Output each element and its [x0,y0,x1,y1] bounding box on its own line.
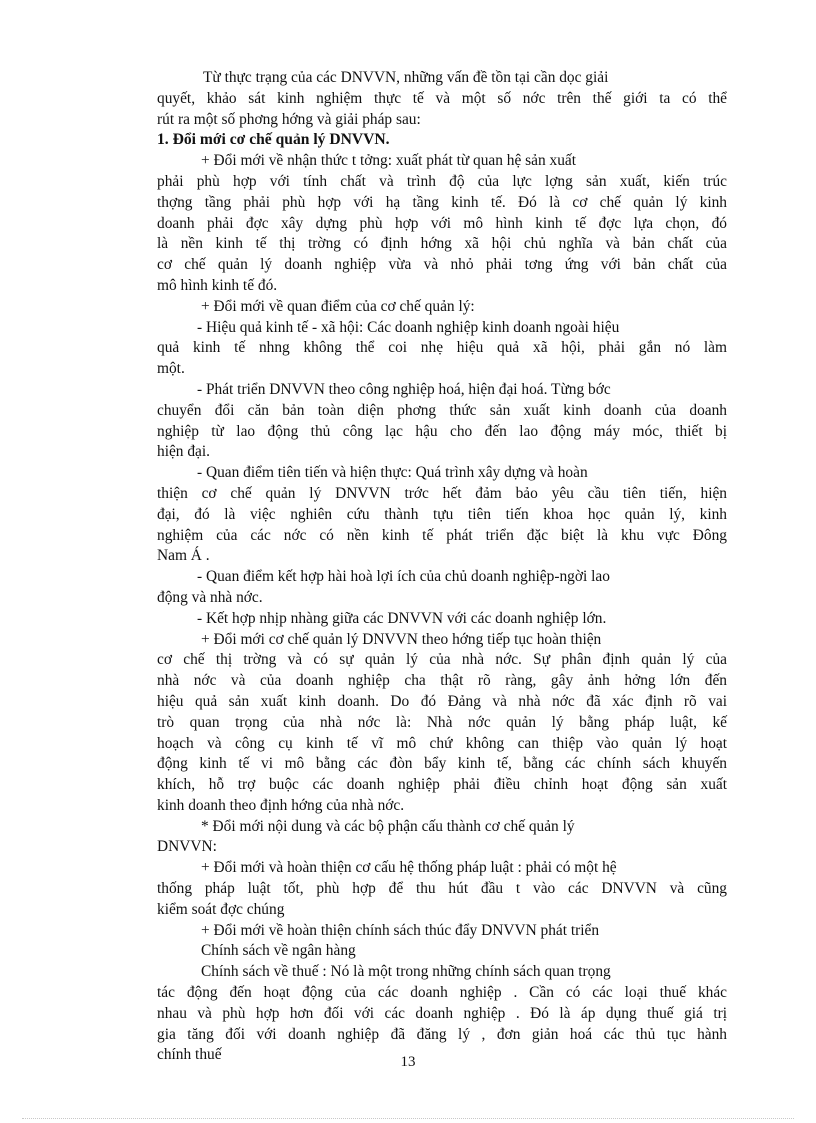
page-number: 13 [400,1054,416,1070]
text-line: thống pháp luật tốt, phù hợp để thu hút đầu t vào các DNVVN và cũng [157,880,727,898]
body-text [157,68,727,1066]
text-line: rút ra một số phơng hớng và giải pháp sau: [157,110,421,128]
text-line: tác động đến hoạt động của các doanh nghiệp . Cần có các loại thuế khác [157,984,727,1002]
text-line: đại, đó là việc nghiên cứu thành tựu tiên tiến khoa học quản lý, kinh [157,505,727,523]
text-line: động kinh tế vi mô bằng các đòn bẩy kinh tế, bằng các chính sách khuyến [157,755,727,773]
bottom-divider [22,1118,794,1119]
text-line: - Quan điểm tiên tiến và hiện thực: Quá trình xây dựng và hoàn [197,464,588,482]
text-line: nhau và phù hợp hơn đối với các doanh nghiệp . Đó là áp dụng thuế giá trị [157,1004,727,1022]
text-line: + Đổi mới và hoàn thiện cơ cấu hệ thống pháp luật : phải có một hệ [201,859,617,877]
text-line: + Đổi mới về nhận thức t tởng: xuất phát từ quan hệ sản xuất [201,152,577,170]
text-line: - Kết hợp nhịp nhàng giữa các DNVVN với các doanh nghiệp lớn. [197,609,607,627]
text-line: kiểm soát đợc chúng [157,900,285,918]
text-line: + Đổi mới về quan điểm của cơ chế quản lý: [201,297,475,315]
text-line: quyết, khảo sát kinh nghiệm thực tế và một số nớc trên thế giới ta có thể [157,89,727,107]
text-line: Nam Á . [157,547,210,565]
text-line: khích, hỗ trợ buộc các doanh nghiệp phải điều chỉnh hoạt động sản xuất [157,776,727,794]
text-line: chuyển đổi căn bản toàn diện phơng thức sản xuất kinh doanh của doanh [157,401,727,419]
text-line: Từ thực trạng của các DNVVN, những vấn đề tồn tại cần dọc giải [203,69,609,86]
text-line: là nền kinh tế thị trờng có định hớng xã hội chủ nghĩa và bản chất của [157,235,727,253]
text-line: + Đổi mới về hoàn thiện chính sách thúc đẩy DNVVN phát triển [201,921,600,939]
text-line: kinh doanh theo định hớng của nhà nớc. [157,796,405,814]
text-line: nghiệp từ lao động thủ công lạc hậu cho đến lao động máy móc, thiết bị [157,422,727,440]
text-line: quả kinh tế nhng không thể coi nhẹ hiệu quả xã hội, phải gắn nó làm [157,339,727,357]
text-line: Chính sách về thuế : Nó là một trong những chính sách quan trọng [201,963,611,981]
text-line: hoạch và công cụ kinh tế vĩ mô chứ không can thiệp vào quản lý hoạt [157,734,727,752]
text-line: gia tăng đối với doanh nghiệp đã đăng lý , đơn giản hoá các thủ tục hành [157,1025,727,1043]
section-heading: 1. Đổi mới cơ chế quản lý DNVVN. [157,131,390,149]
text-line: mô hình kinh tế đó. [157,276,278,294]
text-line: một. [157,360,185,378]
text-line: - Hiệu quả kinh tế - xã hội: Các doanh nghiệp kinh doanh ngoài hiệu [197,318,620,336]
text-line: DNVVN: [157,838,217,856]
text-line: nhà nớc và của doanh nghiệp cha thật rõ ràng, gây ảnh hởng lớn đến [157,672,727,690]
text-line: hiệu quả sản xuất kinh doanh. Do đó Đảng và nhà nớc đã xác định rõ vai [157,692,727,710]
text-line: doanh phải đợc xây dựng phù hợp với mô hình kinh tế đợc lựa chọn, đó [157,214,727,232]
text-line: - Quan điểm kết hợp hài hoà lợi ích của chủ doanh nghiệp-ngời lao [197,568,610,586]
text-line: nghiệm của các nớc có nền kinh tế phát triển đặc biệt là khu vực Đông [157,526,727,544]
text-line: cơ chế quản lý doanh nghiệp vừa và nhỏ phải tơng ứng với bản chất của [157,256,727,274]
text-line: trò quan trọng của nhà nớc là: Nhà nớc quản lý bằng pháp luật, kế [157,713,727,731]
text-line: - Phát triển DNVVN theo công nghiệp hoá, hiện đại hoá. Từng bớc [197,380,611,398]
text-line: thiện cơ chế quản lý DNVVN trớc hết đảm bảo yêu cầu tiên tiến, hiện [157,484,727,502]
text-line: cơ chế thị trờng và có sự quản lý của nhà nớc. Sự phân định quản lý của [157,651,727,669]
text-line: hiện đại. [157,443,210,461]
text-line: động và nhà nớc. [157,588,263,606]
text-line: + Đổi mới cơ chế quản lý DNVVN theo hớng tiếp tục hoàn thiện [201,630,602,648]
text-line: * Đổi mới nội dung và các bộ phận cấu thành cơ chế quản lý [201,817,575,835]
text-line: phải phù hợp với tính chất và trình độ của lực lợng sản xuất, kiến trúc [157,172,727,190]
text-line: chính thuế [157,1046,222,1064]
text-line: Chính sách về ngân hàng [201,942,356,960]
text-line: thợng tầng phải phù hợp với hạ tầng kinh tế. Đó là cơ chế quản lý kinh [157,193,727,211]
